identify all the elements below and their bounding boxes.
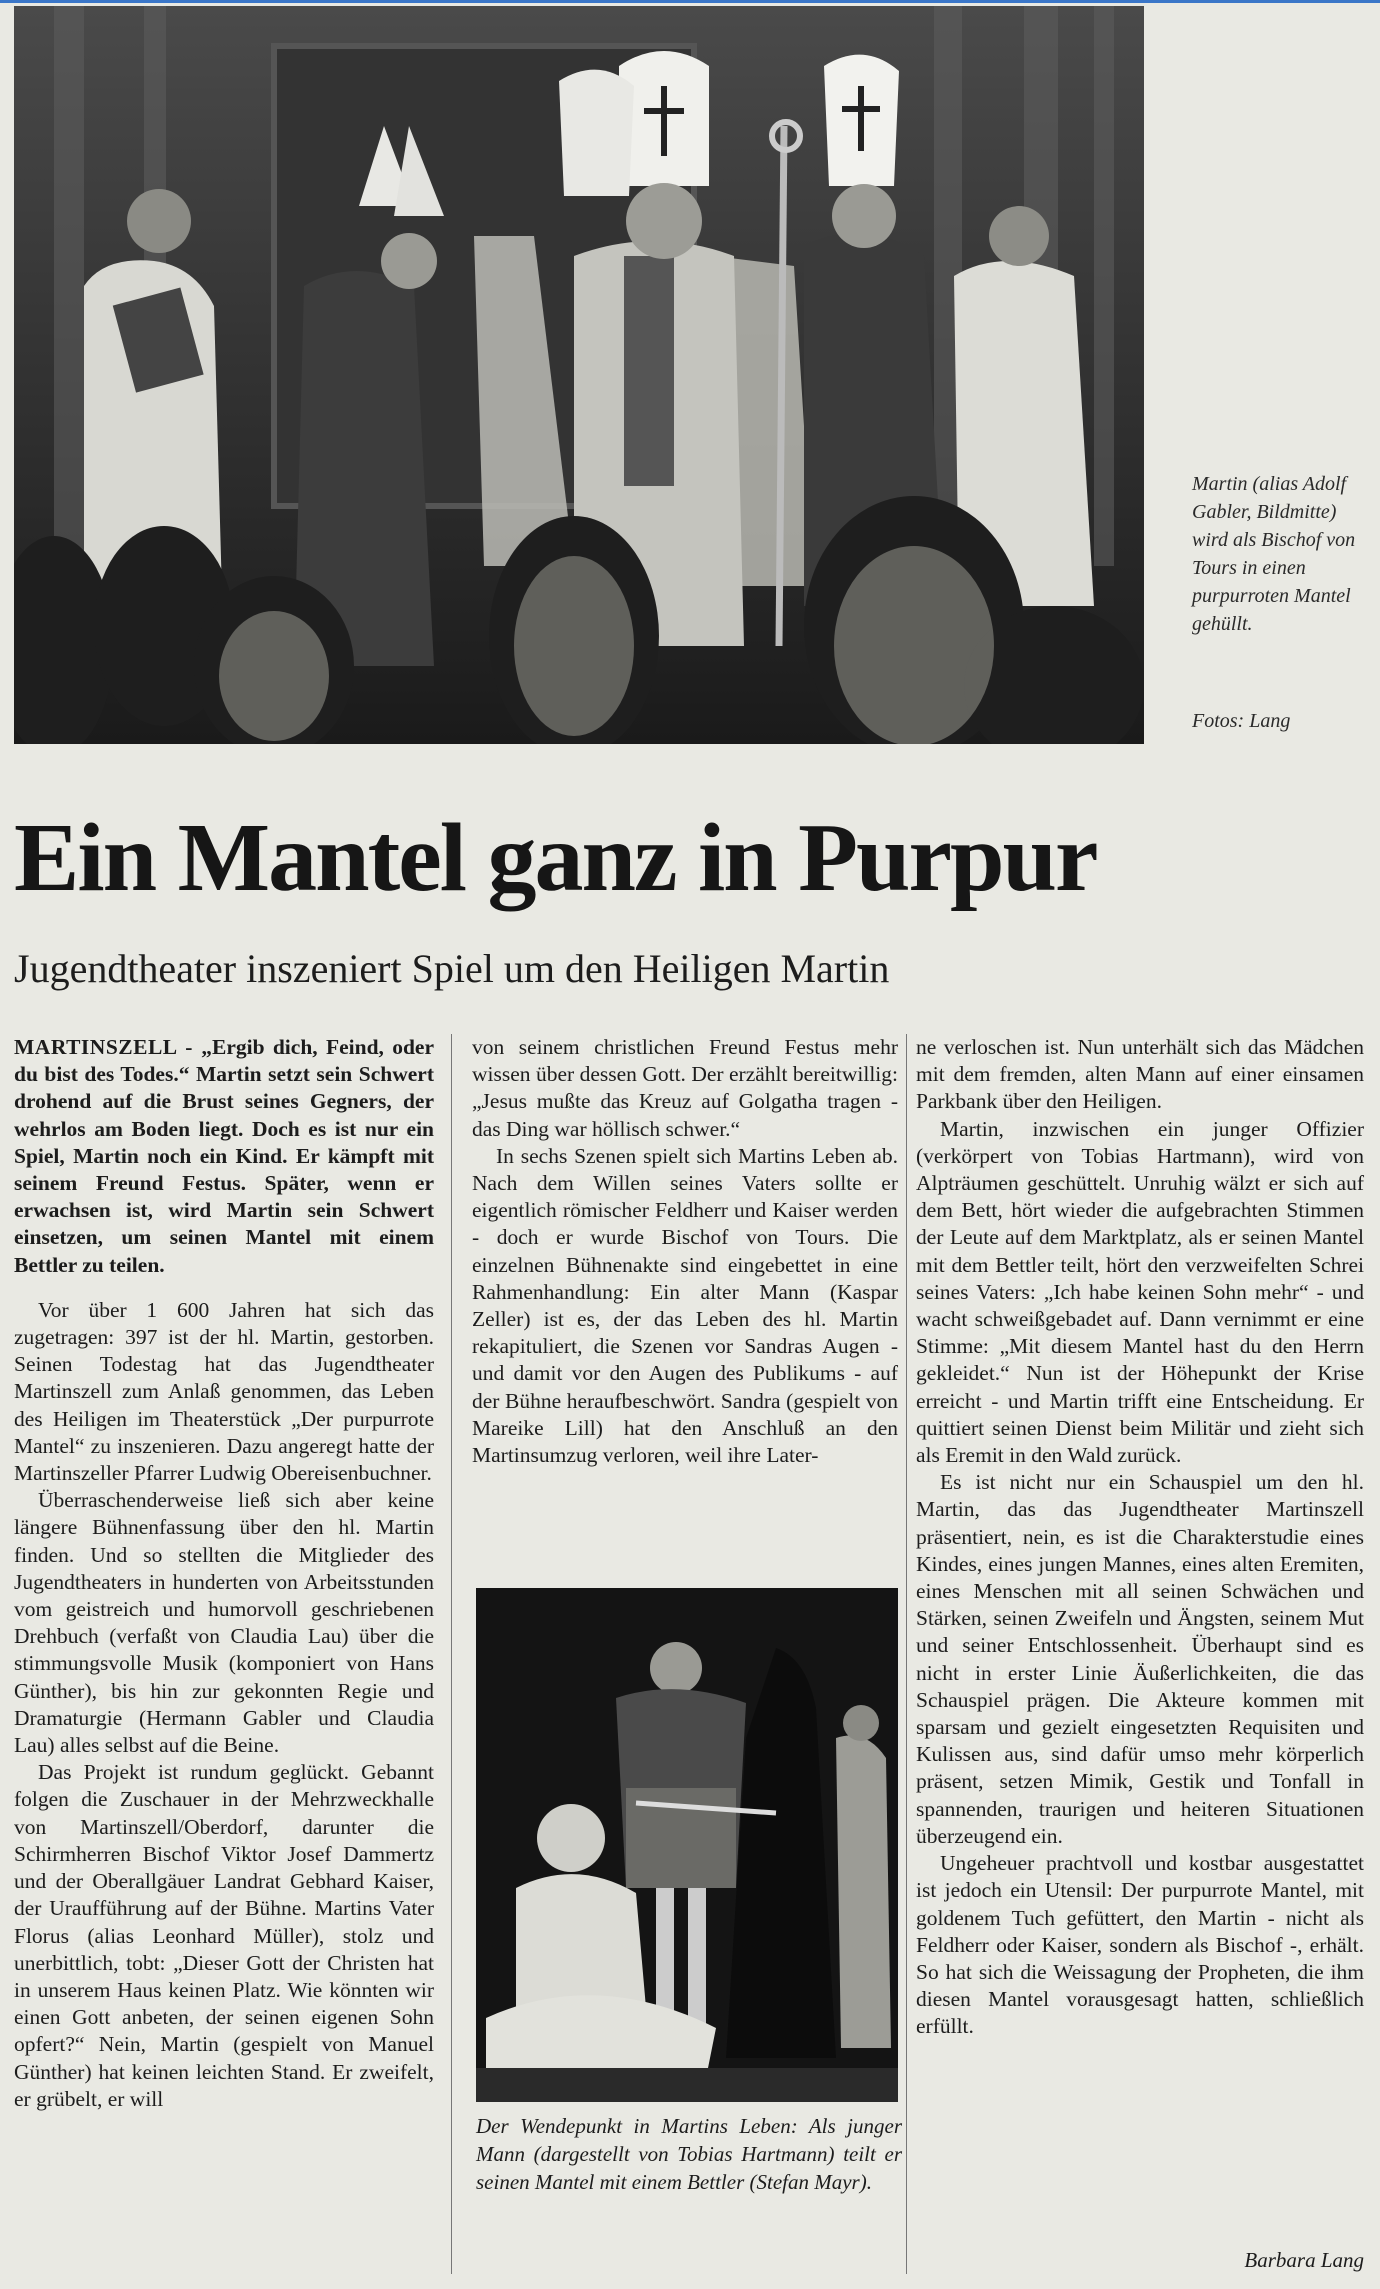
lead-text: „Ergib dich, Feind, oder du bist des Todes.“ Martin setzt sein Schwert drohend auf die Brust seines Gegners, der wehrlos am Boden liegt. Doch es ist nur ein Spiel, Martin noch ein Kind. Er kämpft mit seinem Freund Festus. Später, wenn er erwachsen ist, wird Martin sein Schwert einsetzen, um seinen Mantel mit einem Bettler zu teilen. <box>14 1035 434 1277</box>
article-lead <box>14 1034 434 1279</box>
dateline: MARTINSZELL - <box>14 1035 193 1059</box>
paragraph: Das Projekt ist rundum geglückt. Gebannt folgen die Zuschauer in der Mehrzweckhalle von Martinszell/Oberdorf, darunter die Schirmherren Bischof Viktor Josef Dammertz und der Oberallgäuer Landrat Gebhard Kaiser, der Uraufführung auf der Bühne. Martins Vater Florus (alias Leonhard Müller), stolz und unerbittlich, tobt: „Dieser Gott der Christen hat in unserem Haus keinen Platz. Wie könnten wir einen Gott anbeten, der seinen eigenen Sohn opfert?“ Nein, Martin (gespielt von Manuel Günther) hat keinen leichten Stand. Er zweifelt, er grübelt, er will <box>14 1760 434 2111</box>
subheadline: Jugendtheater inszeniert Spiel um den Heiligen Martin <box>14 946 890 991</box>
paragraph: ne verloschen ist. Nun unterhält sich das Mädchen mit dem fremden, alten Mann auf einer einsamen Parkbank über den Heiligen. <box>916 1035 1364 1114</box>
mid-photo-caption: Der Wendepunkt in Martins Leben: Als junger Mann (dargestellt von Tobias Hartmann) teilt er seinen Mantel mit einem Bettler (Stefan Mayr). <box>476 2114 902 2194</box>
photo-credit: Fotos: Lang <box>1192 710 1291 732</box>
author-byline: Barbara Lang <box>1244 2248 1364 2272</box>
stage-photo-bishops <box>14 6 1144 744</box>
paragraph: Überraschenderweise ließ sich aber keine längere Bühnenfassung über den hl. Martin finden. Und so stellten die Mitglieder des Jugendtheaters in hunderten von Arbeitsstunden vom geistreich und humorvoll geschriebenen Drehbuch (verfaßt von Claudia Lau) über die stimmungsvolle Musik (komponiert von Hans Günther), bis hin zur gekonnten Regie und Dramaturgie (Hermann Gabler und Claudia Lau) alles selbst auf die Beine. <box>14 1488 434 1758</box>
paragraph: Es ist nicht nur ein Schauspiel um den hl. Martin, das das Jugendtheater Martinszell präsentiert, nein, es ist die Charakterstudie eines Kindes, eines jungen Mannes, eines alten Eremiten, eines Menschen mit all seinen Schwächen und Stärken, seinen Zweifeln und Ängsten, seinem Mut und seiner Entschlossenheit. Überhaupt sind es nicht in erster Linie Äußerlichkeiten, die das Schauspiel prägen. Die Akteure kommen mit sparsam und gezielt eingesetzten Requisiten und Kulissen aus, sind dafür umso mehr körperlich präsent, setzen Mimik, Gestik und Tonfall in spannenden, traurigen und heiteren Situationen überzeugend ein. <box>916 1470 1364 1848</box>
stage-photo-bishops-image <box>14 6 1144 744</box>
article-column-3 <box>916 1034 1364 2041</box>
paragraph: von seinem christlichen Freund Festus mehr wissen über dessen Gott. Der erzählt bereitwillig: „Jesus mußte das Kreuz auf Golgatha tragen - das Ding war höllisch schwer.“ <box>472 1035 898 1141</box>
paragraph: In sechs Szenen spielt sich Martins Leben ab. Nach dem Willen seines Vaters sollte er eigentlich römischer Feldherr und Kaiser werden - doch er wurde Bischof von Tours. Die einzelnen Bühnenakte sind eingebettet in eine Rahmenhandlung: Ein alter Mann (Kaspar Zeller) ist es, der das Leben des hl. Martin rekapituliert, die Szenen vor Sandras Augen - und damit vor den Augen des Publikums - auf der Bühne heraufbeschwört. Sandra (gespielt von Mareike Lill) hat den Anschluß an den Martinsumzug verloren, weil ihre Later- <box>472 1143 898 1468</box>
column-divider <box>451 1034 452 2274</box>
top-photo-caption: Martin (alias Adolf Gabler, Bildmitte) wird als Bischof von Tours in einen purpurroten Mantel gehüllt. <box>1192 473 1356 635</box>
headline: Ein Mantel ganz in Purpur <box>14 804 1097 912</box>
article-column-1 <box>14 1034 434 2113</box>
scan-edge <box>0 0 1380 3</box>
stage-photo-cloak-sharing-image <box>476 1588 898 2102</box>
column-divider <box>906 1034 907 2274</box>
stage-photo-cloak-sharing <box>476 1588 898 2102</box>
paragraph: Martin, inzwischen ein junger Offizier (verkörpert von Tobias Hartmann), wird von Alpträumen geschüttelt. Unruhig wälzt er sich auf dem Bett, hört wieder die aufgebrachten Stimmen der Leute auf dem Marktplatz, als er seinen Mantel mit dem Bettler teilt, hört den verzweifelten Schrei seines Vaters: „Ich habe keinen Sohn mehr“ - und wacht schweißgebadet auf. Dann vernimmt er eine Stimme: „Mit diesem Mantel hast du den Herrn gekleidet.“ Nun ist der Höhepunkt der Krise erreicht - und Martin trifft eine Entscheidung. Er quittiert seinen Dienst beim Militär und zieht sich als Eremit in den Wald zurück. <box>916 1116 1364 1468</box>
article-column-2 <box>472 1034 898 1469</box>
paragraph: Ungeheuer prachtvoll und kostbar ausgestattet ist jedoch ein Utensil: Der purpurrote Mantel, mit goldenem Tuch gefüttert, den Martin - nicht als Feldherr oder Kaiser, sondern als Bischof -, erhält. So hat sich die Weissagung der Propheten, die ihm diesen Mantel vorausgesagt hatten, schließlich erfüllt. <box>916 1851 1364 2039</box>
paragraph: Vor über 1 600 Jahren hat sich das zugetragen: 397 ist der hl. Martin, gestorben. Seinen Todestag hat das Jugendtheater Martinszell zum Anlaß genommen, das Leben des Heiligen im Theaterstück „Der purpurrote Mantel“ zu inszenieren. Dazu angeregt hatte der Martinszeller Pfarrer Ludwig Obereisenbuchner. <box>14 1297 434 1486</box>
